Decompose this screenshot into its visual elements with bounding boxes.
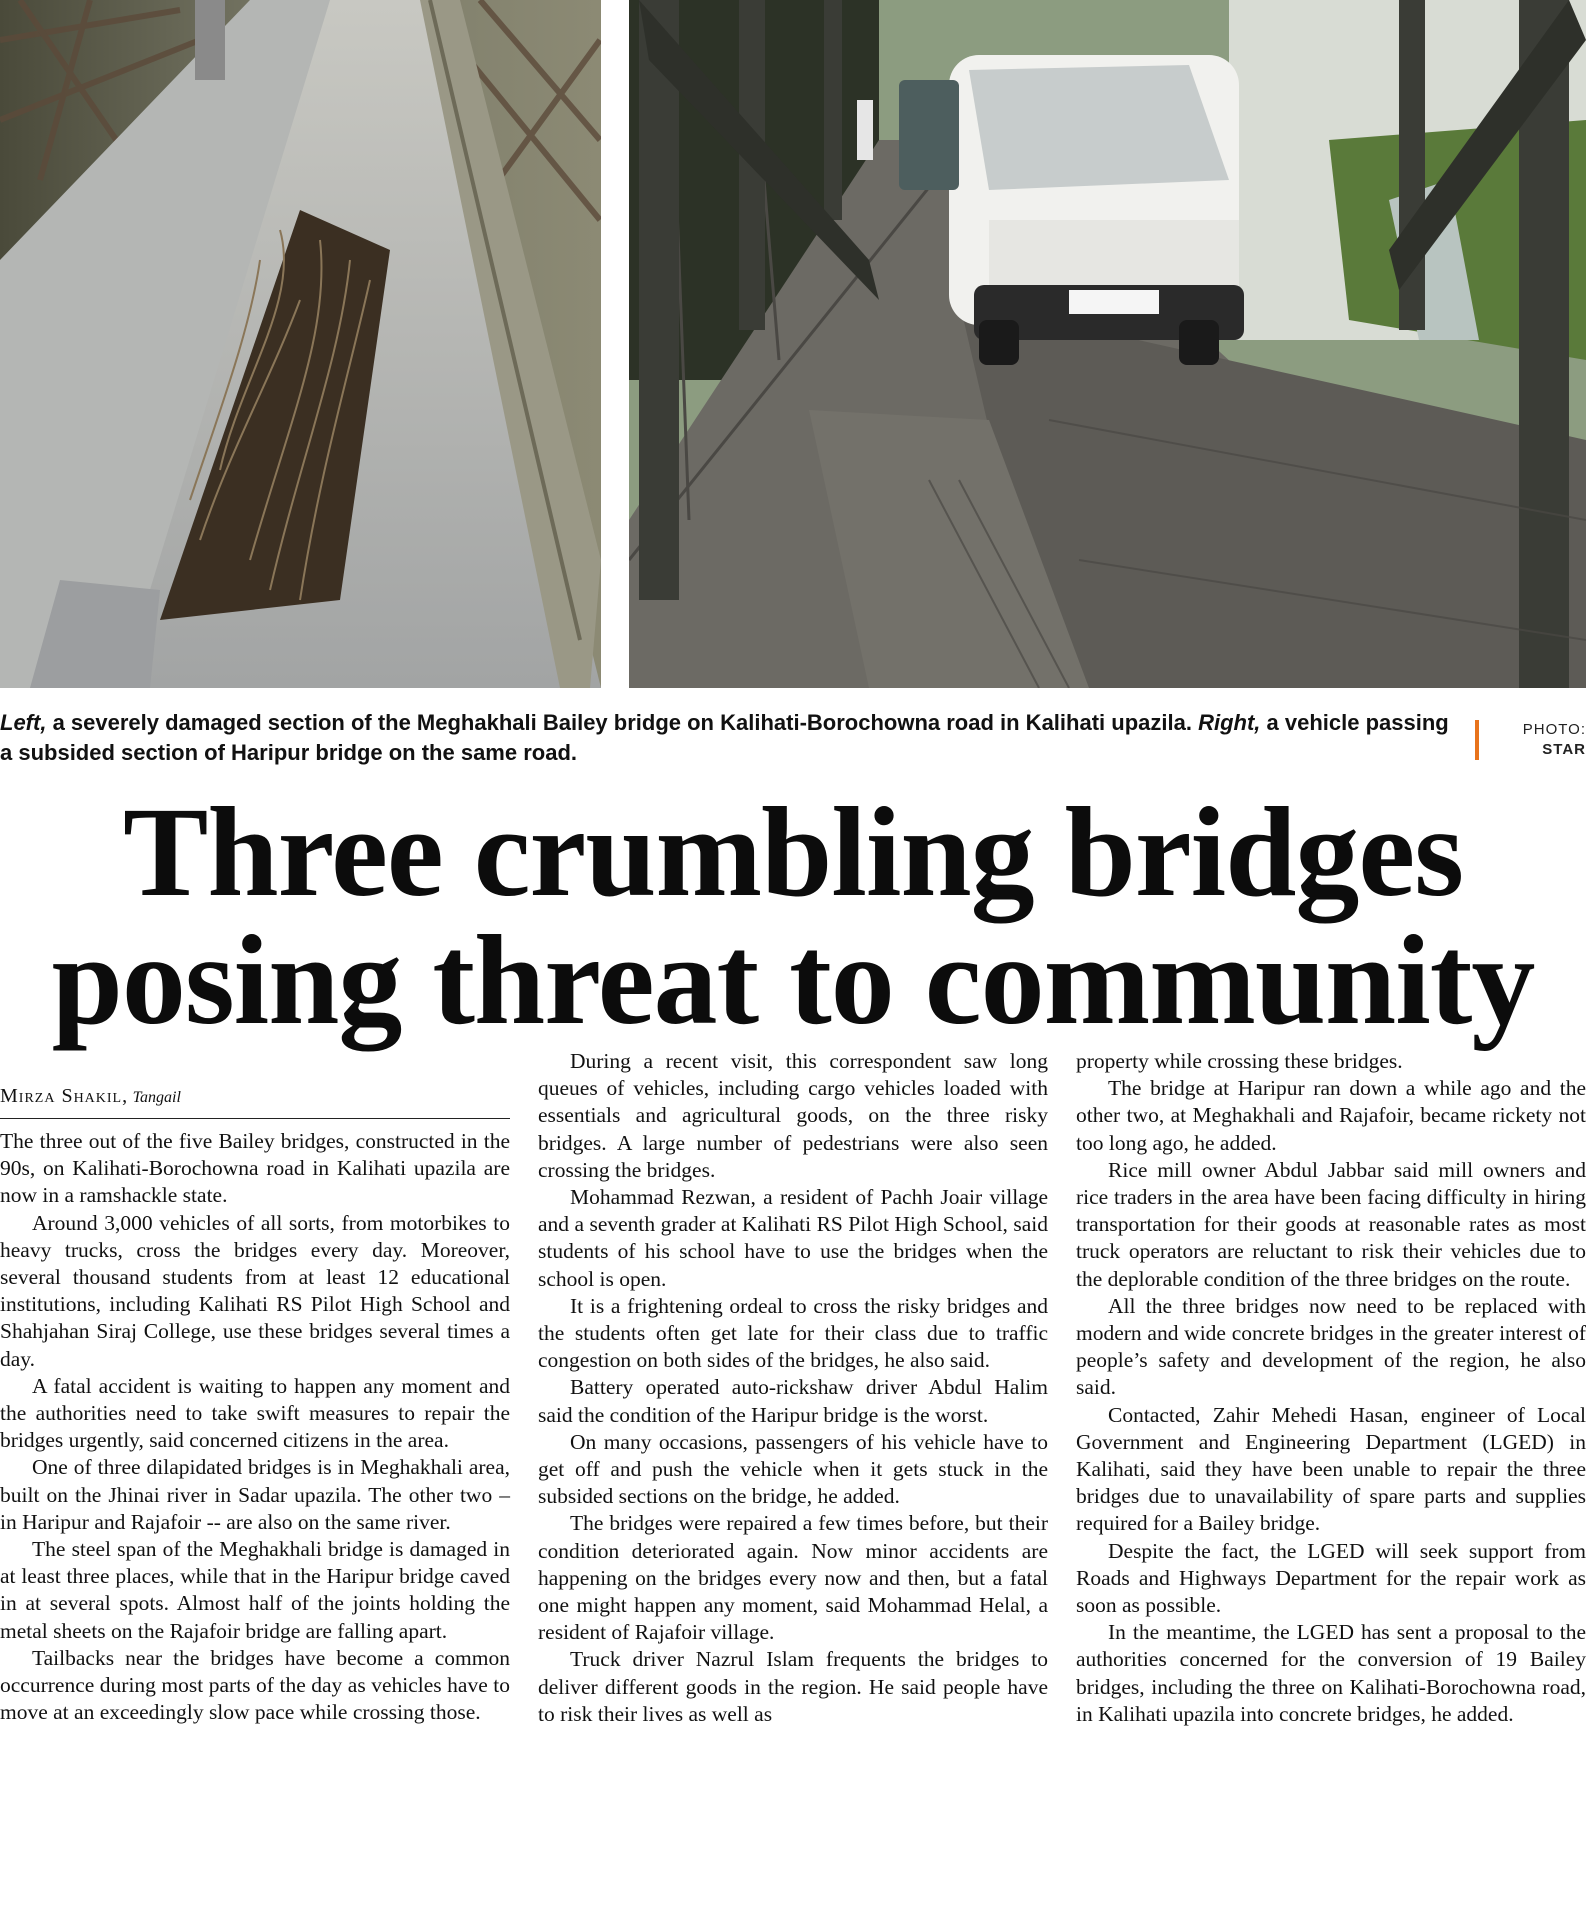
photo-caption [0, 708, 1450, 768]
article-paragraph: The steel span of the Meghakhali bridge is damaged in at least three places, while that in the Haripur bridge caved in at several spots. Almost half of the joints holding the metal sheets on the Rajafoir bridge are falling apart. [0, 1537, 510, 1643]
photo-damaged-meghakhali-bridge [0, 0, 601, 688]
article-column-1 [0, 1128, 510, 1726]
article-paragraph: Battery operated auto-rickshaw driver Abdul Halim said the condition of the Haripur bridge is the worst. [538, 1375, 1048, 1427]
article-paragraph: One of three dilapidated bridges is in Meghakhali area, built on the Jhinai river in Sadar upazila. The other two – in Haripur and Rajafoir -- are also on the same river. [0, 1455, 510, 1534]
article-column-3 [1076, 1048, 1586, 1728]
article-paragraph: On many occasions, passengers of his vehicle have to get off and push the vehicle when it gets stuck in the subsided sections on the bridge, he added. [538, 1429, 1048, 1509]
article-paragraph: Despite the fact, the LGED will seek support from Roads and Highways Department for the repair work as soon as possible. [1076, 1538, 1586, 1618]
bridge-deck-illustration [0, 0, 601, 688]
article-paragraph: Mohammad Rezwan, a resident of Pachh Joair village and a seventh grader at Kalihati RS Pilot High School, said students of his school have to use the bridges when the school is open. [538, 1185, 1048, 1291]
photo-credit [1490, 720, 1586, 760]
article-paragraph: property while crossing these bridges. [1076, 1049, 1403, 1073]
caption-right-label: Right, [1198, 710, 1261, 735]
article-paragraph: A fatal accident is waiting to happen any moment and the authorities need to take swift measures to repair the bridges urgently, said concerned citizens in the area. [0, 1373, 510, 1453]
bridge-vehicle-illustration [629, 0, 1586, 688]
article-paragraph: The bridge at Haripur ran down a while ago and the other two, at Meghakhali and Rajafoir, became rickety not too long ago, he added. [1076, 1076, 1586, 1155]
article-paragraph: Rice mill owner Abdul Jabbar said mill owners and rice traders in the area have been facing difficulty in hiring transportation for their goods at reasonable rates as most truck operators are reluctant to risk their vehicles due to the deplorable condition of the three bridges on the route. [1076, 1157, 1586, 1291]
photo-credit-source: STAR [1542, 741, 1586, 758]
headline-line-1: Three crumbling bridges [123, 781, 1463, 923]
byline-author: Mirza Shakil, [0, 1085, 129, 1107]
caption-left-text: a severely damaged section of the Meghakhali Bailey bridge on Kalihati-Borochowna road in Kalihati upazila. [46, 710, 1199, 735]
headline-line-2: posing threat to community [51, 909, 1535, 1051]
article-paragraph: Tailbacks near the bridges have become a common occurrence during most parts of the day as vehicles have to move at an exceedingly slow pace while crossing those. [0, 1645, 510, 1725]
byline-location: Tangail [132, 1089, 181, 1106]
article-paragraph: Contacted, Zahir Mehedi Hasan, engineer of Local Government and Engineering Department (LGED) in Kalihati, said they have been unable to repair the three bridges due to unavailability of spare parts and supplies required for a Bailey bridge. [1076, 1402, 1586, 1536]
caption-right-text: a vehicle passing a subsided section of Haripur bridge on the same road. [0, 710, 1449, 765]
photo-credit-label: PHOTO: [1522, 721, 1586, 738]
article-paragraph: Truck driver Nazrul Islam frequents the bridges to deliver different goods in the region. He said people have to risk their lives as well as [538, 1647, 1048, 1726]
article-paragraph: In the meantime, the LGED has sent a proposal to the authorities concerned for the conversion of 19 Bailey bridges, including the three on Kalihati-Borochowna road, in Kalihati upazila into concrete bridges, he added. [1076, 1620, 1586, 1726]
byline [0, 1084, 510, 1119]
article-column-2 [538, 1048, 1048, 1728]
article-paragraph: During a recent visit, this correspondent saw long queues of vehicles, including cargo vehicles loaded with essentials and agricultural goods, on the three risky bridges. A large number of pedestrians were also seen crossing the bridges. [538, 1049, 1048, 1182]
article-paragraph: All the three bridges now need to be replaced with modern and wide concrete bridges in the greater interest of people’s safety and development of the region, he also said. [1076, 1293, 1586, 1400]
caption-left-label: Left, [0, 710, 47, 735]
photo-haripur-bridge-vehicle [629, 0, 1586, 688]
headline [0, 781, 1586, 1051]
article-paragraph: Around 3,000 vehicles of all sorts, from motorbikes to heavy trucks, cross the bridges every day. Moreover, several thousand students from at least 12 educational institutions, including Kalihati RS Pilot High School and Shahjahan Siraj College, use these bridges several times a day. [0, 1210, 510, 1371]
van-illustration [949, 55, 1244, 365]
article-paragraph: It is a frightening ordeal to cross the risky bridges and the students often get late for their class due to traffic congestion on both sides of the bridges, he also said. [538, 1293, 1048, 1373]
credit-divider [1475, 720, 1479, 760]
article-paragraph: The three out of the five Bailey bridges, constructed in the 90s, on Kalihati-Borochowna road in Kalihati upazila are now in a ramshackle state. [0, 1129, 510, 1208]
article-paragraph: The bridges were repaired a few times before, but their condition deteriorated again. Now minor accidents are happening on the bridges every now and then, but a fatal one might happen any moment, said Mohammad Helal, a resident of Rajafoir village. [538, 1511, 1048, 1645]
